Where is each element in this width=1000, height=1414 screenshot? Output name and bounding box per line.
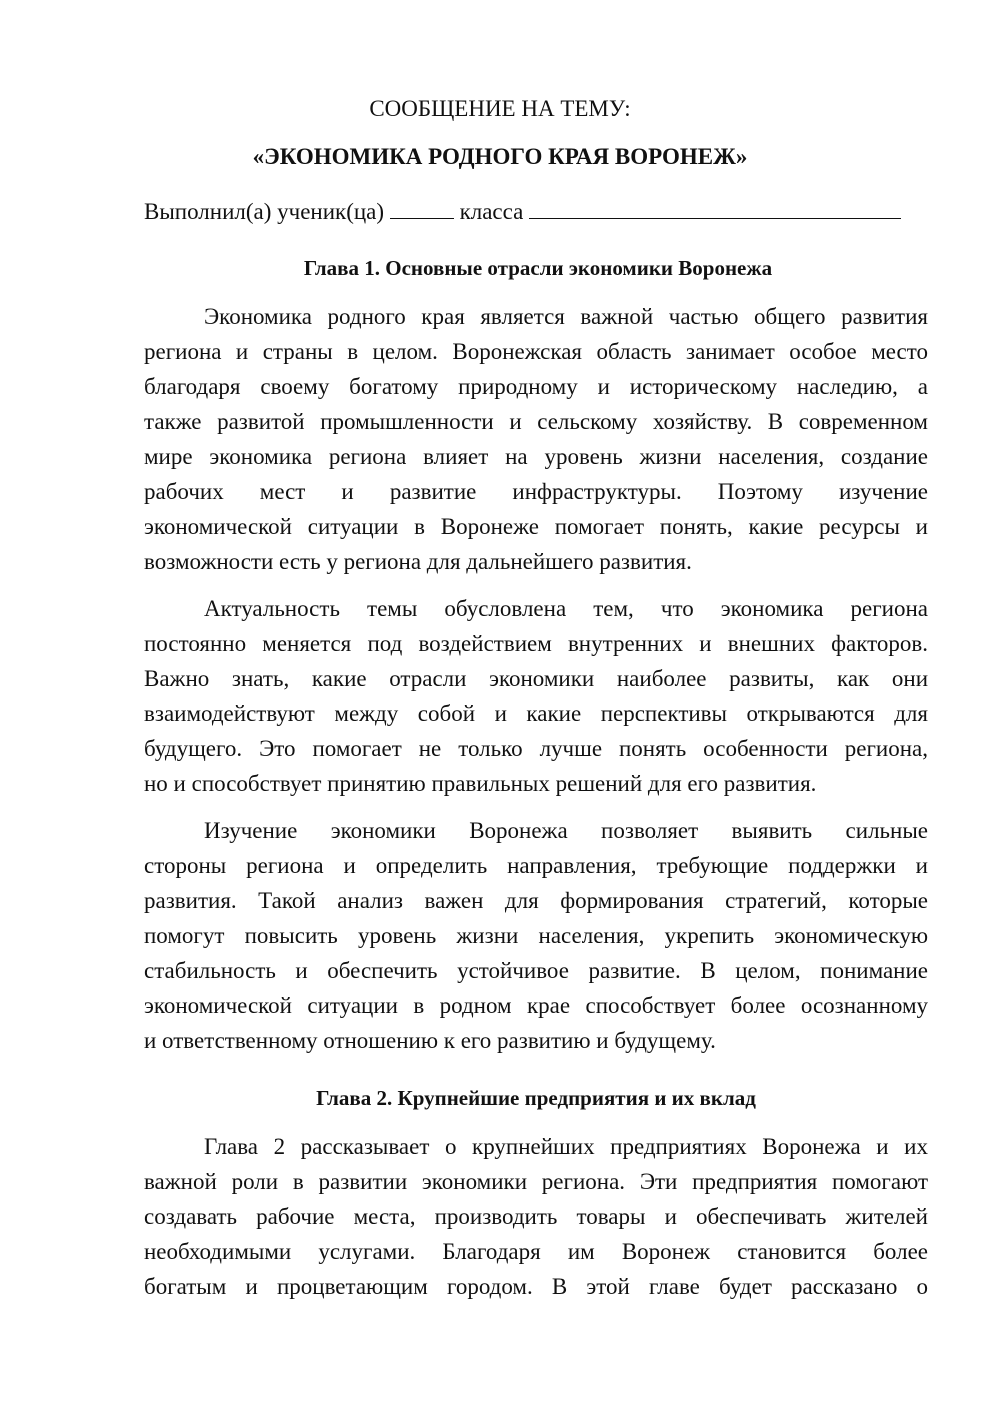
author-line (144, 197, 934, 227)
class-label: класса (459, 199, 524, 224)
paragraph-line: рабочих мест и развитие инфраструктуры. Поэтому изучение (144, 479, 928, 504)
paragraph-line: стабильность и обеспечить устойчивое развитие. В целом, понимание (144, 958, 928, 983)
paragraph-line: Изучение экономики Воронежа позволяет выявить сильные (204, 818, 928, 843)
paragraph-line: также развитой промышленности и сельскому хозяйству. В современном (144, 409, 928, 434)
paragraph-line: благодаря своему богатому природному и историческому наследию, а (144, 374, 928, 399)
document-title-line-1: СООБЩЕНИЕ НА ТЕМУ: (369, 96, 631, 121)
paragraph-line: постоянно меняется под воздействием внутренних и внешних факторов. (144, 631, 928, 656)
paragraph-line: будущего. Это помогает не только лучше понять особенности региона, (144, 736, 928, 761)
chapter-1-heading: Глава 1. Основные отрасли экономики Воронежа (303, 256, 773, 280)
paragraph-line: создавать рабочие места, производить товары и обеспечивать жителей (144, 1204, 928, 1229)
paragraph-line: стороны региона и определить направления, требующие поддержки и (144, 853, 928, 878)
name-blank (529, 197, 901, 219)
paragraph-line: Актуальность темы обусловлена тем, что экономика региона (204, 596, 928, 621)
chapter-1-paragraph-3 (144, 813, 928, 1058)
chapter-2-paragraph-1 (144, 1129, 928, 1304)
paragraph-line: Экономика родного края является важной частью общего развития (204, 304, 928, 329)
paragraph-line: Глава 2 рассказывает о крупнейших предприятиях Воронежа и их (204, 1134, 928, 1159)
paragraph-line: Важно знать, какие отрасли экономики наиболее развиты, как они (144, 666, 928, 691)
paragraph-line: необходимыми услугами. Благодаря им Воронеж становится более (144, 1239, 928, 1264)
paragraph-line: возможности есть у региона для дальнейшего развития. (144, 549, 692, 574)
document-title-line-2: «ЭКОНОМИКА РОДНОГО КРАЯ ВОРОНЕЖ» (252, 144, 748, 169)
chapter-2-heading: Глава 2. Крупнейшие предприятия и их вклад (316, 1086, 756, 1110)
paragraph-line: экономической ситуации в Воронеже помогает понять, какие ресурсы и (144, 514, 928, 539)
paragraph-line: развития. Такой анализ важен для формирования стратегий, которые (144, 888, 928, 913)
class-number-blank (390, 197, 454, 219)
paragraph-line: но и способствует принятию правильных решений для его развития. (144, 771, 817, 796)
chapter-1-paragraph-1 (144, 299, 928, 579)
paragraph-line: экономической ситуации в родном крае способствует более осознанному (144, 993, 928, 1018)
paragraph-line: региона и страны в целом. Воронежская область занимает особое место (144, 339, 928, 364)
paragraph-line: взаимодействуют между собой и какие перспективы открываются для (144, 701, 928, 726)
paragraph-line: важной роли в развитии экономики региона. Эти предприятия помогают (144, 1169, 928, 1194)
author-label: Выполнил(а) ученик(ца) (144, 199, 385, 224)
paragraph-line: богатым и процветающим городом. В этой главе будет рассказано о (144, 1274, 928, 1299)
paragraph-line: помогут повысить уровень жизни населения, укрепить экономическую (144, 923, 928, 948)
paragraph-line: мире экономика региона влияет на уровень жизни населения, создание (144, 444, 928, 469)
chapter-1-paragraph-2 (144, 591, 928, 801)
paragraph-line: и ответственному отношению к его развитию и будущему. (144, 1028, 716, 1053)
